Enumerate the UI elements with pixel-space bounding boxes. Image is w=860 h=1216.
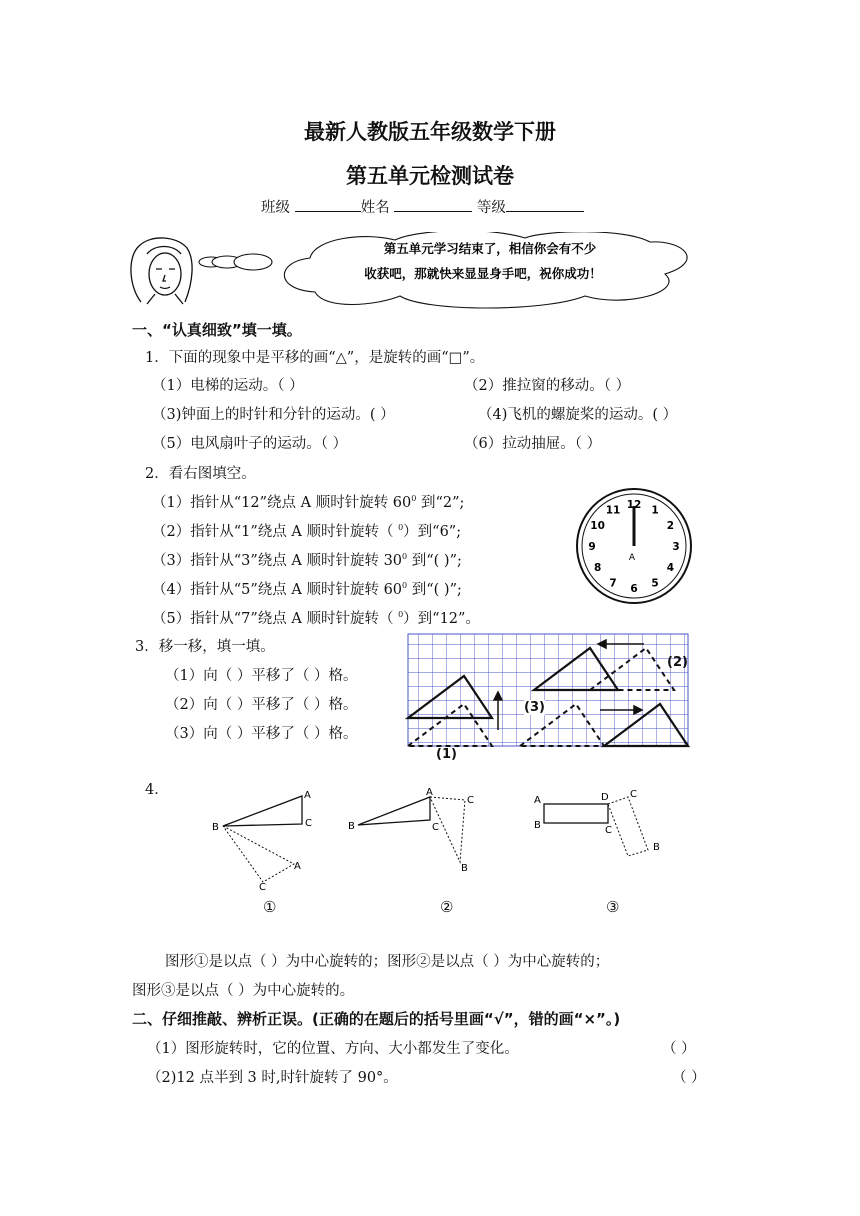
q1-item-2: （2）推拉窗的移动。（ ） bbox=[464, 378, 631, 394]
q2-item-3 bbox=[152, 549, 462, 570]
q2-item-3-tail: 到“( )”; bbox=[411, 553, 462, 569]
grid-label-1: (1) bbox=[436, 747, 457, 762]
fig3-label-b2: B bbox=[653, 842, 660, 853]
fig3-label-c2: C bbox=[630, 789, 637, 800]
name-label: 姓名 bbox=[360, 200, 390, 216]
q1-item-5: （5）电风扇叶子的运动。（ ） bbox=[152, 436, 348, 452]
clock-number: 9 bbox=[588, 541, 596, 553]
fig2-label-c2: C bbox=[467, 795, 474, 806]
fig3-label-d: D bbox=[601, 792, 609, 803]
fig2-label-a: A bbox=[426, 787, 433, 798]
grade-label: 等级 bbox=[476, 200, 506, 216]
q2-item-2-tail: ）到“6”; bbox=[403, 524, 462, 540]
s2-item-1-bracket[interactable]: （ ） bbox=[662, 1041, 696, 1057]
clock-figure bbox=[572, 484, 696, 608]
q1-item-4: （4)飞机的螺旋桨的运动。( ） bbox=[478, 407, 678, 423]
q3-item-2: （2）向（ ）平移了（ ）格。 bbox=[165, 697, 358, 713]
q2-item-4 bbox=[152, 578, 462, 599]
q1-prompt: 1．下面的现象中是平移的画“△”，是旋转的画“□”。 bbox=[145, 350, 485, 366]
bubble-line-2: 收获吧，那就快来显显身手吧，祝你成功！ bbox=[364, 266, 602, 281]
fig3-label-c: C bbox=[605, 825, 612, 836]
q2-degree-3: 0 bbox=[402, 552, 408, 562]
clock-number: 2 bbox=[666, 520, 675, 532]
q4-number: 4． bbox=[145, 782, 169, 798]
grid-label-2: (2) bbox=[667, 655, 688, 670]
fig1-label-a: A bbox=[304, 790, 311, 801]
fig2-label-b2: B bbox=[461, 863, 468, 874]
clock-number: 1 bbox=[651, 504, 659, 517]
clock-number: 8 bbox=[593, 562, 602, 574]
grid-label-3: (3) bbox=[524, 700, 545, 715]
intro-illustration bbox=[125, 232, 725, 312]
q1-item-1: （1）电梯的运动。（ ） bbox=[152, 378, 304, 394]
bubble-line-1: 第五单元学习结束了，相信你会有不少 bbox=[383, 241, 597, 256]
fig1-label-c2: C bbox=[259, 882, 266, 892]
clock-number: 5 bbox=[651, 577, 659, 590]
q2-item-5 bbox=[152, 607, 480, 628]
q2-item-5-tail: ）到“12”。 bbox=[403, 611, 480, 627]
figure-1-rotated bbox=[223, 826, 294, 882]
figure-2-triangle bbox=[358, 797, 430, 825]
q3-item-3: （3）向（ ）平移了（ ）格。 bbox=[165, 726, 358, 742]
q1-item-6: （6）拉动抽屉。（ ） bbox=[464, 436, 602, 452]
figure-3-rotated bbox=[608, 797, 648, 856]
section-2-heading: 二、仔细推敲、辨析正误。(正确的在题后的括号里画“√”，错的画“×”。) bbox=[132, 1010, 621, 1028]
q2-item-3-text: （3）指针从“3”绕点 A 顺时针旋转 30 bbox=[152, 553, 403, 569]
q2-prompt: 2．看右图填空。 bbox=[145, 466, 256, 482]
q2-item-1 bbox=[152, 491, 464, 512]
clock-number: 7 bbox=[609, 577, 617, 590]
q2-degree-5: 0 bbox=[398, 610, 404, 620]
q2-degree-2: 0 bbox=[398, 523, 404, 533]
figure-3-label: ③ bbox=[606, 898, 620, 916]
fig1-label-c: C bbox=[305, 818, 312, 829]
class-field[interactable] bbox=[295, 197, 361, 212]
clock-number: 12 bbox=[626, 499, 642, 511]
clock-number: 11 bbox=[605, 504, 621, 517]
section-1-heading: 一、“认真细致”填一填。 bbox=[132, 321, 302, 339]
page-subtitle: 第五单元检测试卷 bbox=[346, 164, 514, 188]
q2-item-2-text: （2）指针从“1”绕点 A 顺时针旋转（ bbox=[152, 524, 399, 540]
q4-text-line-1: 图形①是以点（ ）为中心旋转的；图形②是以点（ ）为中心旋转的； bbox=[165, 954, 610, 970]
q2-degree-1: 0 bbox=[411, 494, 417, 504]
fig2-label-c: C bbox=[432, 822, 439, 833]
clock-number: 3 bbox=[672, 541, 680, 553]
fig3-label-a: A bbox=[534, 795, 541, 806]
fig1-label-a2: A bbox=[294, 861, 301, 872]
name-field[interactable] bbox=[394, 197, 472, 212]
clock-number: 6 bbox=[630, 583, 638, 595]
s2-item-2-bracket[interactable]: （ ） bbox=[672, 1070, 706, 1086]
q3-prompt: 3．移一移，填一填。 bbox=[135, 639, 275, 655]
girl-illustration bbox=[131, 238, 192, 304]
s2-item-1: （1）图形旋转时，它的位置、方向、大小都发生了变化。 bbox=[147, 1041, 519, 1057]
q2-item-1-text: （1）指针从“12”绕点 A 顺时针旋转 60 bbox=[152, 495, 412, 511]
page-title: 最新人教版五年级数学下册 bbox=[304, 120, 556, 144]
grade-field[interactable] bbox=[506, 197, 584, 212]
q3-item-1: （1）向（ ）平移了（ ）格。 bbox=[165, 668, 358, 684]
class-label: 班级 bbox=[261, 200, 290, 216]
fig2-label-b: B bbox=[348, 821, 355, 832]
q2-item-5-text: （5）指针从“7”绕点 A 顺时针旋转（ bbox=[152, 611, 399, 627]
figure-1-label: ① bbox=[263, 898, 277, 916]
q2-item-4-text: （4）指针从“5”绕点 A 顺时针旋转 60 bbox=[152, 582, 403, 598]
student-info-row bbox=[261, 196, 584, 217]
q2-degree-4: 0 bbox=[402, 581, 408, 591]
clock-number: 4 bbox=[666, 562, 675, 574]
fig1-label-b: B bbox=[212, 822, 219, 833]
q2-item-2 bbox=[152, 520, 461, 541]
q1-item-3: （3)钟面上的时针和分针的运动。( ） bbox=[152, 407, 395, 423]
q4-text-line-2: 图形③是以点（ ）为中心旋转的。 bbox=[132, 983, 355, 999]
figure-3-rectangle bbox=[544, 804, 608, 823]
rotation-figures bbox=[205, 782, 695, 892]
fig3-label-b: B bbox=[534, 820, 541, 831]
s2-item-2: （2)12 点半到 3 时,时针旋转了 90°。 bbox=[147, 1070, 398, 1086]
clock-number: 10 bbox=[590, 520, 605, 532]
translation-grid-figure bbox=[404, 630, 696, 766]
q2-item-1-tail: 到“2”; bbox=[420, 495, 465, 511]
q2-item-4-tail: 到“( )”; bbox=[411, 582, 462, 598]
clock-center-label: A bbox=[628, 553, 636, 563]
figure-2-label: ② bbox=[440, 898, 454, 916]
figure-1-triangle bbox=[223, 796, 302, 826]
